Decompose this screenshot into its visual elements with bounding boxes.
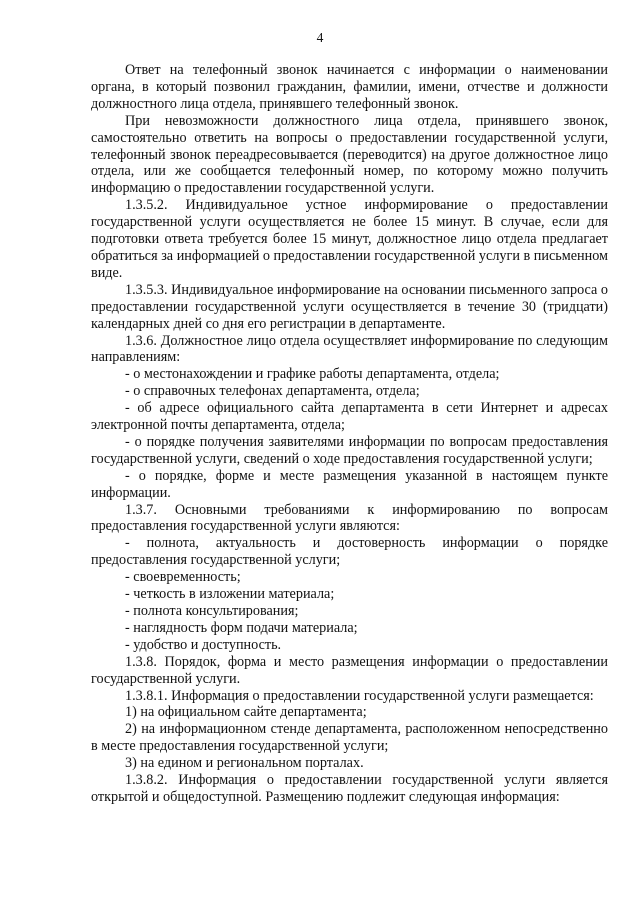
paragraph-1-3-5-3: 1.3.5.3. Индивидуальное информирование на основании письменного запроса о предоставлении государственной услуги осуществляется в течение 30 (тридцати) календарных дней со дня его регистрации в департаменте. (91, 281, 608, 332)
page-number: 4 (316, 30, 324, 45)
list-item-clarity: - четкость в изложении материала; (125, 586, 335, 603)
paragraph-1-3-7: 1.3.7. Основными требованиями к информированию по вопросам предоставления государственной услуги являются: (91, 501, 608, 535)
list-item-procedure: - о порядке получения заявителями информации по вопросам предоставления государственной услуги, сведений о ходе предоставления государственной услуги; (91, 433, 608, 467)
paragraph-call-redirect: При невозможности должностного лица отдела, принявшего звонок, самостоятельно ответить на вопросы о предоставлении государственной услуги, телефонный звонок переадресовывается (переводится) на другое должностное лицо отдела, или же сообщается телефонный номер, по которому можно получить информацию о предоставлении государственной услуги. (91, 112, 608, 197)
paragraph-1-3-8-2: 1.3.8.2. Информация о предоставлении государственной услуги является открытой и общедоступной. Размещению подлежит следующая информация: (91, 772, 608, 805)
paragraph-1-3-6: 1.3.6. Должностное лицо отдела осуществляет информирование по следующим направлениям: (91, 332, 608, 366)
document-body (91, 62, 608, 806)
list-item-timeliness: - своевременность; (125, 569, 241, 586)
list-item-completeness: - полнота, актуальность и достоверность информации о порядке предоставления государственной услуги; (91, 535, 608, 569)
list-item-website: - об адресе официального сайта департамента в сети Интернет и адресах электронной почты департамента, отдела; (91, 400, 608, 434)
paragraph-1-3-5-2: 1.3.5.2. Индивидуальное устное информирование о предоставлении государственной услуги осуществляется не более 15 минут. В случае, если для подготовки ответа требуется более 15 минут, должностное лицо отдела предлагает обратиться за информацией о предоставлении государственной услуги в письменном виде. (91, 197, 608, 281)
list-item-convenience: - удобство и доступность. (125, 636, 282, 653)
list-item-location: - о местонахождении и графике работы департамента, отдела; (125, 366, 500, 383)
list-item-info-stand: 2) на информационном стенде департамента, расположенном непосредственно в месте предоставления государственной услуги; (91, 721, 608, 755)
list-item-visual-forms: - наглядность форм подачи материала; (125, 619, 358, 636)
list-item-portals: 3) на едином и региональном порталах. (125, 755, 364, 772)
paragraph-1-3-8: 1.3.8. Порядок, форма и место размещения информации о предоставлении государственной услуги. (91, 653, 608, 687)
list-item-placement: - о порядке, форме и месте размещения указанной в настоящем пункте информации. (91, 467, 608, 501)
list-item-consultation: - полнота консультирования; (125, 603, 299, 619)
list-item-official-site: 1) на официальном сайте департамента; (125, 704, 367, 721)
list-item-phones: - о справочных телефонах департамента, отдела; (125, 383, 420, 400)
paragraph-call-greeting: Ответ на телефонный звонок начинается с информации о наименовании органа, в который позвонил гражданин, фамилии, имени, отчестве и должности должностного лица отдела, принявшего телефонный звонок. (91, 62, 608, 112)
paragraph-1-3-8-1: 1.3.8.1. Информация о предоставлении государственной услуги размещается: (125, 687, 594, 704)
